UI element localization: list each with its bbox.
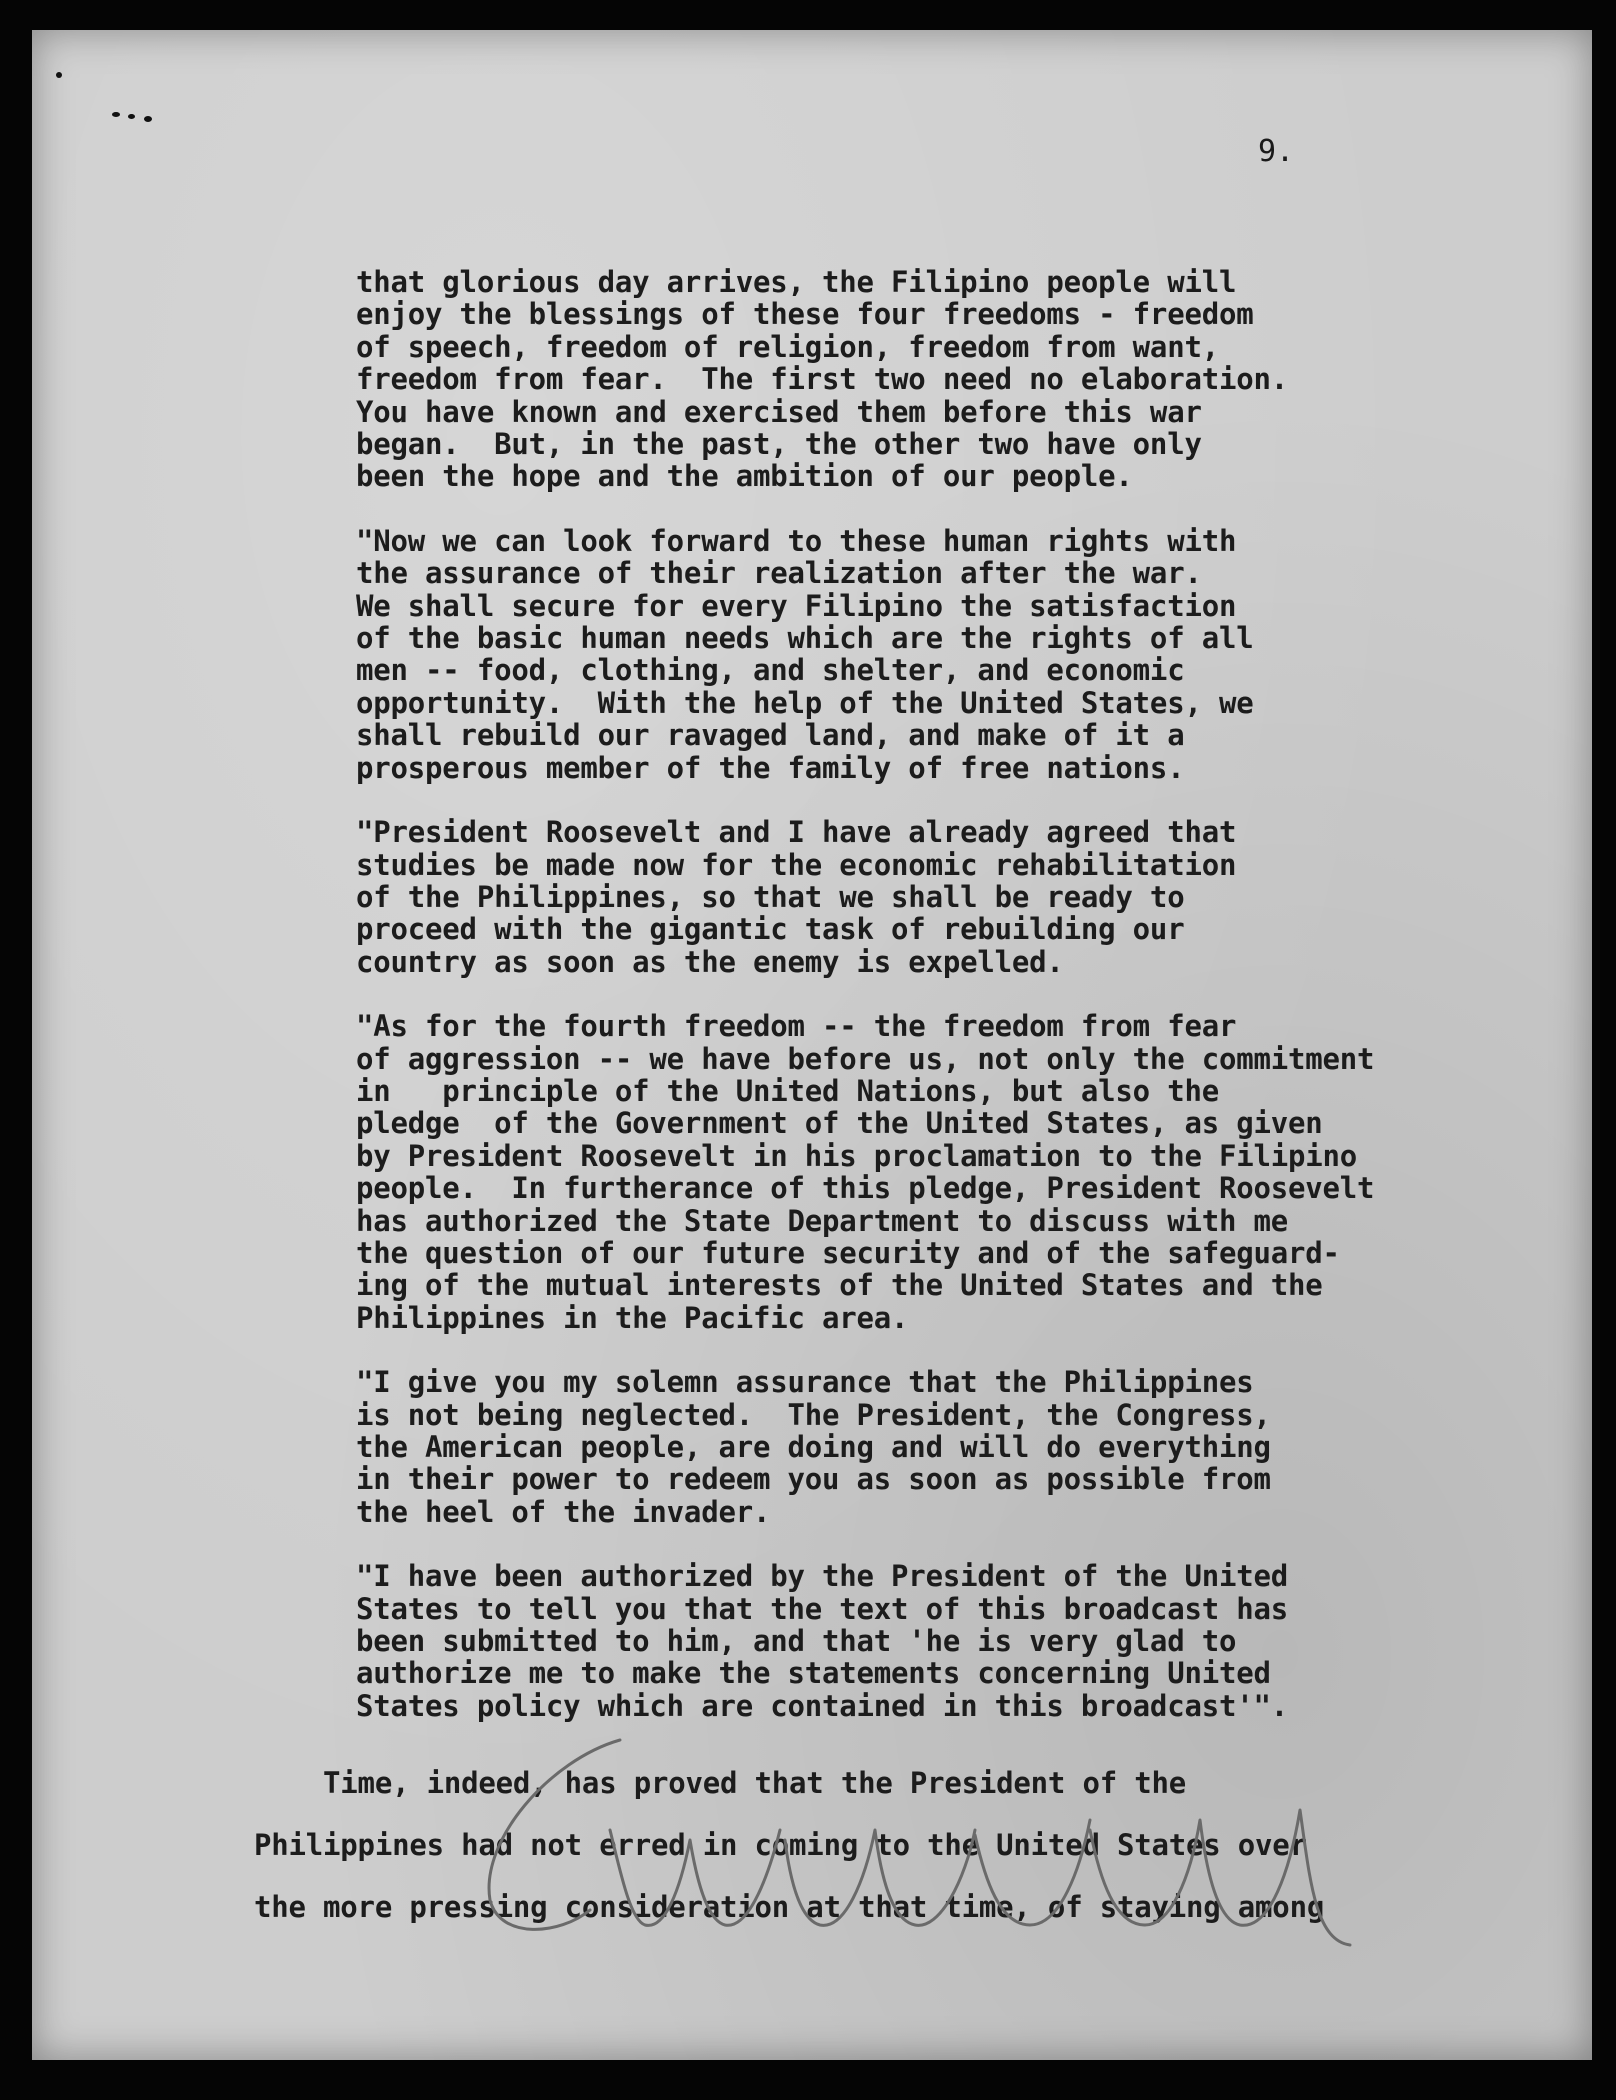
quoted-paragraph xyxy=(356,266,1556,493)
body-line: the more pressing consideration at that time, of staying among xyxy=(254,1890,1325,1924)
quoted-broadcast-text xyxy=(356,266,1556,1754)
quoted-paragraph xyxy=(356,1366,1556,1528)
quoted-paragraph xyxy=(356,1560,1556,1722)
text-line: States policy which are contained in this broadcast'". xyxy=(356,1688,1289,1723)
ink-speck xyxy=(144,116,152,122)
body-line: Time, indeed, has proved that the President of the xyxy=(254,1766,1187,1800)
quoted-paragraph xyxy=(356,816,1556,978)
text-line: country as soon as the enemy is expelled. xyxy=(356,944,1064,979)
ink-speck xyxy=(128,114,135,119)
text-line: people. In furtherance of this pledge, President Roosevelt xyxy=(356,1171,1375,1206)
text-line: the question of our future security and of the safeguard- xyxy=(356,1235,1340,1270)
text-line: in principle of the United Nations, but also the xyxy=(356,1073,1219,1108)
text-line: "I give you my solemn assurance that the Philippines xyxy=(356,1365,1254,1400)
text-line: of aggression -- we have before us, not only the commitment xyxy=(356,1041,1375,1076)
text-line: the heel of the invader. xyxy=(356,1494,771,1529)
text-line: been the hope and the ambition of our people. xyxy=(356,459,1133,494)
page-number: 9. xyxy=(1258,134,1295,169)
text-line: of speech, freedom of religion, freedom from want, xyxy=(356,329,1219,364)
text-line: of the Philippines, so that we shall be ready to xyxy=(356,879,1185,914)
text-line: proceed with the gigantic task of rebuilding our xyxy=(356,912,1185,947)
text-line: States to tell you that the text of this broadcast has xyxy=(356,1591,1289,1626)
text-line: enjoy the blessings of these four freedoms - freedom xyxy=(356,297,1254,332)
text-line: shall rebuild our ravaged land, and make of it a xyxy=(356,718,1185,753)
text-line: men -- food, clothing, and shelter, and economic xyxy=(356,653,1185,688)
text-line: freedom from fear. The first two need no elaboration. xyxy=(356,362,1289,397)
text-line: prosperous member of the family of free nations. xyxy=(356,750,1185,785)
text-line: in their power to redeem you as soon as possible from xyxy=(356,1462,1271,1497)
quoted-paragraph xyxy=(356,1010,1556,1334)
text-line: We shall secure for every Filipino the satisfaction xyxy=(356,588,1237,623)
text-line: is not being neglected. The President, the Congress, xyxy=(356,1397,1271,1432)
text-line: "Now we can look forward to these human rights with xyxy=(356,523,1237,558)
handwritten-signature xyxy=(470,1720,1390,1950)
text-line: of the basic human needs which are the rights of all xyxy=(356,621,1254,656)
text-line: "As for the fourth freedom -- the freedom from fear xyxy=(356,1009,1237,1044)
ink-speck xyxy=(112,112,120,117)
text-line: opportunity. With the help of the United States, we xyxy=(356,685,1254,720)
quoted-paragraph xyxy=(356,525,1556,784)
text-line: has authorized the State Department to discuss with me xyxy=(356,1203,1289,1238)
text-line: been submitted to him, and that 'he is very glad to xyxy=(356,1624,1237,1659)
text-line: the assurance of their realization after the war. xyxy=(356,556,1202,591)
text-line: pledge of the Government of the United States, as given xyxy=(356,1106,1323,1141)
text-line: the American people, are doing and will do everything xyxy=(356,1430,1271,1464)
body-line: Philippines had not erred in coming to the United States over xyxy=(254,1828,1307,1862)
text-line: studies be made now for the economic rehabilitation xyxy=(356,847,1237,882)
text-line: Philippines in the Pacific area. xyxy=(356,1300,909,1335)
text-line: You have known and exercised them before this war xyxy=(356,394,1202,429)
ink-speck xyxy=(56,72,62,78)
text-line: ing of the mutual interests of the United States and the xyxy=(356,1268,1323,1303)
text-line: "President Roosevelt and I have already agreed that xyxy=(356,815,1237,850)
text-line: authorize me to make the statements concerning United xyxy=(356,1656,1271,1691)
text-line: that glorious day arrives, the Filipino people will xyxy=(356,265,1237,299)
text-line: by President Roosevelt in his proclamation to the Filipino xyxy=(356,1138,1358,1173)
text-line: "I have been authorized by the President of the United xyxy=(356,1559,1289,1594)
text-line: began. But, in the past, the other two have only xyxy=(356,427,1202,462)
